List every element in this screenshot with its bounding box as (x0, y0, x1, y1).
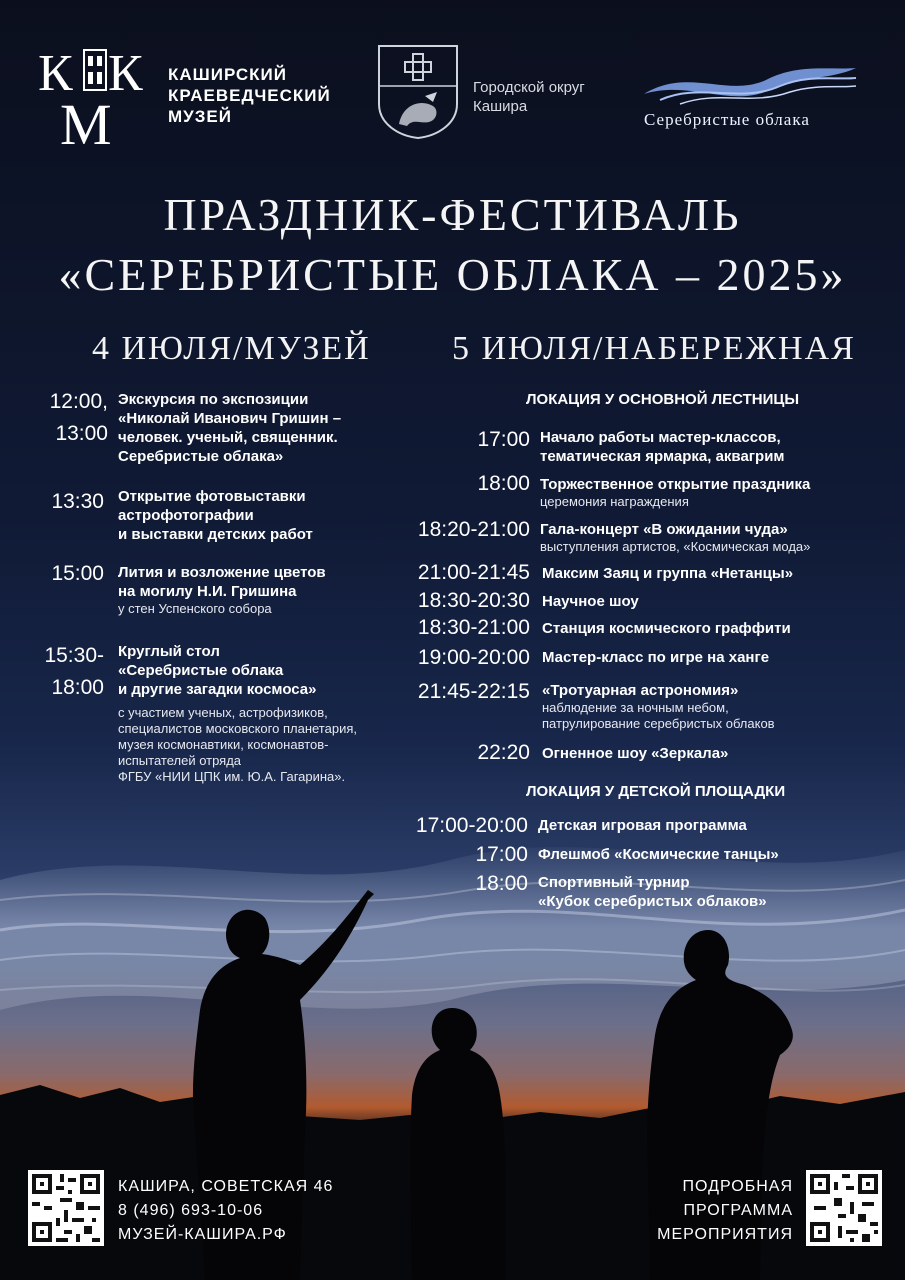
festival-title-line1: ПРАЗДНИК-ФЕСТИВАЛЬ (163, 189, 742, 240)
event-time (44, 640, 104, 704)
city-name-line: Городской округ (473, 79, 585, 96)
event-title: Максим Заяц и группа «Нетанцы» (542, 565, 794, 582)
caption-line: МЕРОПРИЯТИЯ (657, 1226, 793, 1243)
contact-info (118, 1175, 333, 1247)
event-title: Детская игровая программа (538, 817, 747, 834)
day1-heading: 4 ИЮЛЯ/МУЗЕЙ (92, 330, 371, 367)
event-title: Флешмоб «Космические танцы» (538, 846, 779, 863)
website[interactable]: МУЗЕЙ-КАШИРА.РФ (118, 1226, 287, 1243)
event-item (118, 642, 357, 785)
event-title: Круглый стол (118, 643, 220, 660)
time-line: 12:00, (49, 390, 108, 413)
event-title: Открытие фотовыставки (118, 488, 306, 505)
event-item (538, 816, 747, 835)
location-heading: ЛОКАЦИЯ У ОСНОВНОЙ ЛЕСТНИЦЫ (526, 391, 800, 408)
event-item (540, 475, 810, 510)
event-item (538, 873, 767, 911)
event-item (542, 592, 639, 611)
svg-text:К: К (38, 45, 73, 102)
event-description: церемония награждения (540, 494, 689, 509)
festival-title-line2: «СЕРЕБРИСТЫЕ ОБЛАКА – 2025» (58, 249, 847, 300)
museum-logo (38, 42, 338, 152)
event-item (542, 744, 728, 763)
event-time: 17:00 (475, 843, 528, 866)
event-item (542, 619, 791, 638)
museum-name (168, 64, 331, 127)
event-item (118, 390, 341, 466)
event-item (118, 487, 313, 544)
qr-code-right-icon[interactable] (806, 1170, 882, 1246)
event-title: Лития и возложение цветов (118, 564, 326, 581)
event-description: выступления артистов, «Космическая мода» (540, 539, 811, 554)
svg-text:М: М (60, 92, 112, 150)
time-line: 13:30 (51, 490, 104, 513)
time-line: 15:30- (44, 644, 104, 667)
event-time: 21:45-22:15 (417, 680, 530, 703)
event-title: на могилу Н.И. Гришина (118, 583, 297, 600)
event-time: 18:30-20:30 (417, 589, 530, 612)
coat-of-arms-icon (377, 44, 459, 140)
event-item (542, 648, 769, 667)
event-item (538, 845, 779, 864)
caption-line: ПРОГРАММА (683, 1202, 793, 1219)
event-title: Мастер-класс по игре на ханге (542, 649, 770, 666)
address: КАШИРА, СОВЕТСКАЯ 46 (118, 1178, 334, 1195)
caption-line: ПОДРОБНАЯ (682, 1178, 793, 1195)
phone[interactable]: 8 (496) 693-10-06 (118, 1202, 264, 1219)
event-title: человек. ученый, священник. (118, 429, 338, 446)
museum-name-line: КРАЕВЕДЧЕСКИЙ (168, 86, 331, 105)
location-heading: ЛОКАЦИЯ У ДЕТСКОЙ ПЛОЩАДКИ (526, 783, 786, 800)
event-title: Начало работы мастер-классов, (540, 429, 781, 446)
event-description: наблюдение за ночным небом, (542, 700, 729, 715)
event-title: Научное шоу (542, 593, 639, 610)
museum-name-line: КАШИРСКИЙ (168, 65, 287, 84)
event-description: испытателей отряда (118, 753, 242, 768)
event-title: «Кубок серебристых облаков» (538, 893, 767, 910)
qr-code-left-icon[interactable] (28, 1170, 104, 1246)
event-title: Серебристые облака» (118, 448, 284, 465)
event-title: «Тротуарная астрономия» (542, 682, 739, 699)
event-time (51, 558, 104, 590)
event-title: «Серебристые облака (118, 662, 284, 679)
festival-logo (640, 60, 870, 140)
event-item (542, 681, 775, 732)
city-name (473, 78, 585, 116)
event-description: у стен Успенского собора (118, 601, 272, 616)
museum-km-emblem-icon (38, 42, 158, 150)
event-title: Спортивный турнир (538, 874, 690, 891)
time-line: 15:00 (51, 562, 104, 585)
event-title: и выставки детских работ (118, 526, 313, 543)
event-title: Экскурсия по экспозиции (118, 391, 309, 408)
event-item (540, 428, 785, 466)
event-title: «Николай Иванович Гришин – (118, 410, 342, 427)
day2-heading: 5 ИЮЛЯ/НАБЕРЕЖНАЯ (452, 330, 856, 367)
event-time: 21:00-21:45 (417, 561, 530, 584)
svg-text:К: К (108, 45, 143, 102)
event-description: музея космонавтики, космонавтов- (118, 737, 329, 752)
event-item (540, 520, 810, 555)
event-title: Станция космического граффити (542, 620, 791, 637)
time-line: 18:00 (51, 676, 104, 699)
event-time: 18:00 (477, 472, 530, 495)
event-time (51, 486, 104, 518)
event-title: и другие загадки космоса» (118, 681, 317, 698)
event-title: Огненное шоу «Зеркала» (542, 745, 729, 762)
program-details-caption (657, 1175, 793, 1247)
event-time: 22:20 (477, 741, 530, 764)
city-logo (377, 44, 617, 144)
event-title: Торжественное открытие праздника (540, 476, 811, 493)
city-name-line: Кашира (473, 98, 528, 115)
event-time: 18:30-21:00 (417, 616, 530, 639)
event-description: ФГБУ «НИИ ЦПК им. Ю.А. Гагарина». (118, 769, 346, 784)
event-title: тематическая ярмарка, аквагрим (540, 448, 785, 465)
event-time (50, 386, 108, 450)
event-description: с участием ученых, астрофизиков, (118, 705, 328, 720)
event-time: 18:20-21:00 (417, 518, 530, 541)
event-item (542, 564, 793, 583)
time-line: 13:00 (55, 422, 108, 445)
event-time: 18:00 (475, 872, 528, 895)
event-time: 17:00 (477, 428, 530, 451)
museum-name-line: МУЗЕЙ (168, 107, 232, 126)
silver-clouds-wave-icon (640, 60, 860, 106)
event-time: 17:00-20:00 (415, 814, 528, 837)
event-description: специалистов московского планетария, (118, 721, 357, 736)
event-item (118, 563, 326, 617)
event-title: Гала-концерт «В ожидании чуда» (540, 521, 788, 538)
event-time: 19:00-20:00 (417, 646, 530, 669)
event-description: патрулирование серебристых облаков (542, 716, 775, 731)
event-title: астрофотографии (118, 507, 254, 524)
festival-logo-text: Серебристые облака (644, 110, 810, 129)
